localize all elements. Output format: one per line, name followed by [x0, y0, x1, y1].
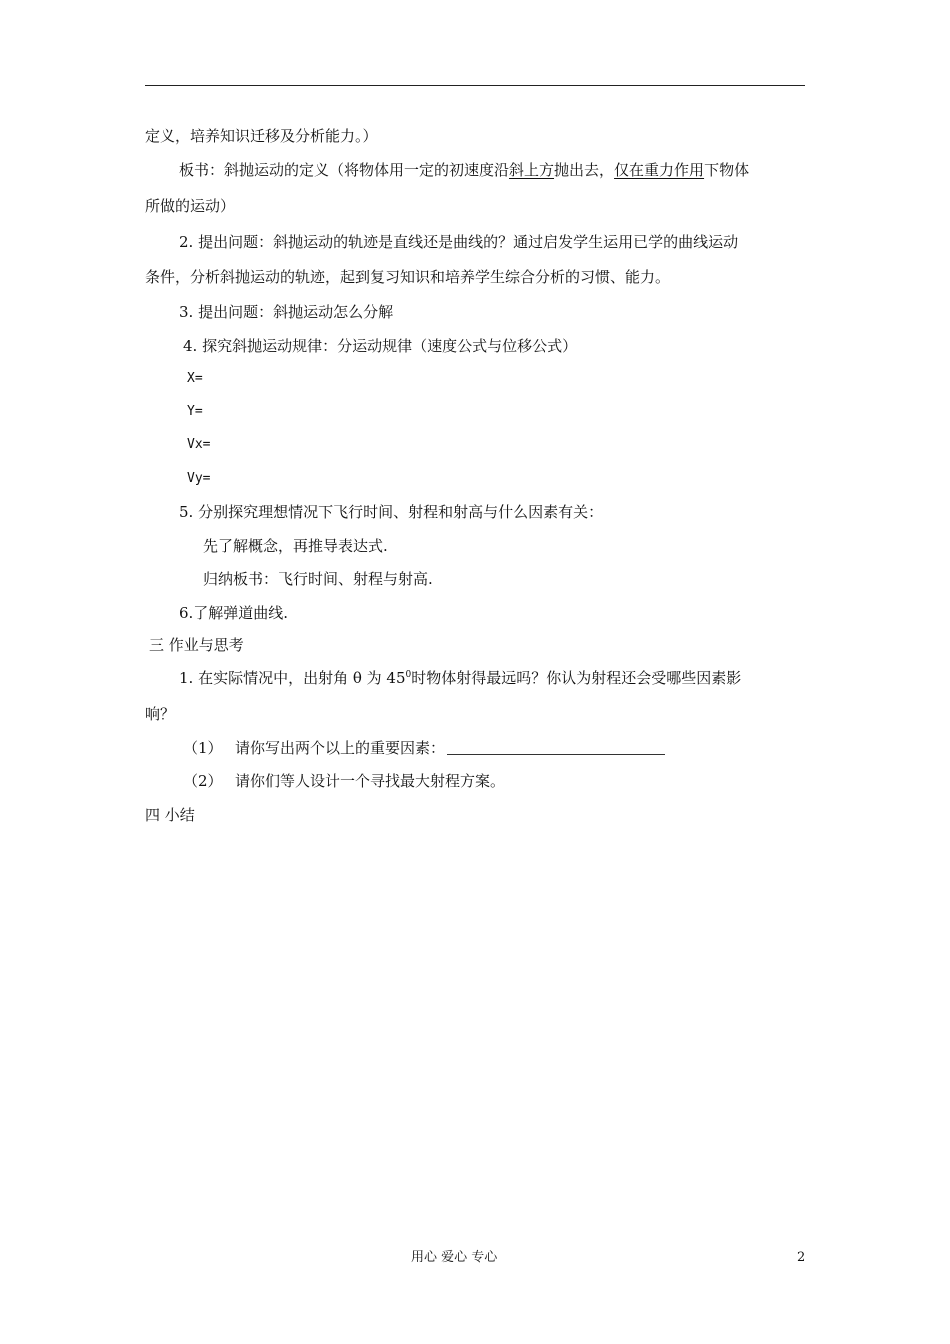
underlined-term-oblique-up: 斜上方 [509, 161, 555, 179]
sub-item-number: （1） [183, 739, 223, 757]
board-mid: 抛出去， [554, 161, 615, 179]
board-suffix: 下物体 [704, 161, 750, 179]
list-item-2: 2. 提出问题：斜抛运动的轨迹是直线还是曲线的？通过启发学生运用已学的曲线运动 [179, 233, 739, 251]
formula-vy: Vy= [187, 471, 211, 486]
sub-item-2: 请你们等人设计一个寻找最大射程方案。 [235, 772, 506, 790]
formula-vx: Vx= [187, 437, 211, 452]
list-item-5: 5. 分别探究理想情况下飞行时间、射程和射高与什么因素有关： [179, 503, 604, 521]
list-item-3: 3. 提出问题：斜抛运动怎么分解 [179, 303, 394, 321]
footer-motto: 用心 爱心 专心 [411, 1250, 498, 1265]
text-line: 所做的运动） [145, 197, 236, 215]
list-item-4: 4. 探究斜抛运动规律：分运动规律（速度公式与位移公式） [183, 337, 578, 355]
formula-x: X= [187, 371, 203, 386]
answer-blank [447, 740, 665, 755]
board-definition [179, 160, 749, 180]
board-prefix: 板书：斜抛运动的定义（将物体用一定的初速度沿 [179, 161, 510, 179]
degree-superscript: 0 [405, 670, 412, 680]
text-line: 响？ [145, 705, 176, 723]
text-line: 归纳板书：飞行时间、射程与射高. [203, 570, 433, 588]
page-number: 2 [797, 1250, 806, 1265]
homework-item-1 [179, 668, 741, 688]
underlined-term-gravity-only: 仅在重力作用 [614, 161, 705, 179]
sub-item-text: 请你写出两个以上的重要因素： [235, 739, 446, 757]
header-rule [145, 85, 805, 86]
homework-suffix: 时物体射得最远吗？你认为射程还会受哪些因素影 [411, 669, 742, 687]
homework-prefix: 1. 在实际情况中，出射角 θ 为 45 [179, 669, 406, 687]
text-line: 先了解概念，再推导表达式. [203, 537, 388, 555]
section-heading-3: 三 作业与思考 [149, 636, 244, 654]
sub-item-1 [235, 738, 665, 758]
formula-y: Y= [187, 404, 203, 419]
text-line: 定义，培养知识迁移及分析能力。） [145, 127, 378, 145]
list-item-6: 6.了解弹道曲线. [179, 604, 289, 622]
text-line: 条件，分析斜抛运动的轨迹，起到复习知识和培养学生综合分析的习惯、能力。 [145, 268, 671, 286]
section-heading-4: 四 小结 [145, 806, 195, 824]
sub-item-number: （2） [183, 772, 223, 790]
